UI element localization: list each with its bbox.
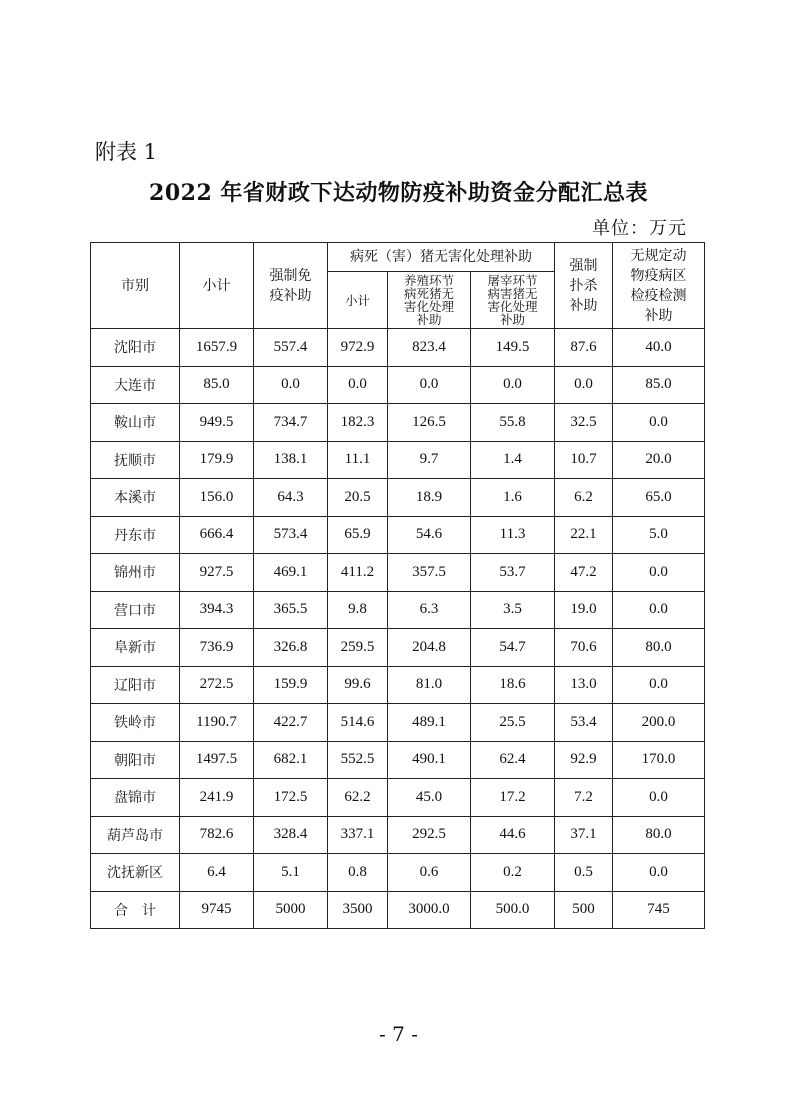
- death-subtotal-cell: 3500: [328, 891, 388, 929]
- table-row: [91, 704, 705, 742]
- table-row: [91, 404, 705, 442]
- header-city: 市别: [91, 243, 180, 329]
- immunization-cell: 469.1: [254, 554, 328, 592]
- zone-cell: 0.0: [613, 666, 705, 704]
- death-subtotal-cell: 182.3: [328, 404, 388, 442]
- immunization-cell: 365.5: [254, 591, 328, 629]
- city-cell: 盘锦市: [91, 779, 180, 817]
- culling-cell: 92.9: [555, 741, 613, 779]
- total-cell: 1497.5: [180, 741, 254, 779]
- total-cell: 9745: [180, 891, 254, 929]
- total-cell: 1657.9: [180, 329, 254, 367]
- culling-cell: 10.7: [555, 441, 613, 479]
- slaughter-cell: 149.5: [471, 329, 555, 367]
- death-subtotal-cell: 552.5: [328, 741, 388, 779]
- city-cell: 朝阳市: [91, 741, 180, 779]
- allocation-table: [90, 242, 705, 929]
- culling-cell: 37.1: [555, 816, 613, 854]
- culling-cell: 0.5: [555, 854, 613, 892]
- breeding-cell: 54.6: [388, 516, 471, 554]
- culling-cell: 6.2: [555, 479, 613, 517]
- city-cell: 锦州市: [91, 554, 180, 592]
- immunization-cell: 64.3: [254, 479, 328, 517]
- immunization-cell: 5.1: [254, 854, 328, 892]
- total-cell: 85.0: [180, 366, 254, 404]
- death-subtotal-cell: 99.6: [328, 666, 388, 704]
- unit-label: 单位：万元: [592, 218, 687, 239]
- zone-cell: 0.0: [613, 554, 705, 592]
- header-breeding-stage: 养殖环节病死猪无害化处理补助: [388, 272, 471, 329]
- breeding-cell: 81.0: [388, 666, 471, 704]
- slaughter-cell: 11.3: [471, 516, 555, 554]
- zone-cell: 170.0: [613, 741, 705, 779]
- breeding-cell: 490.1: [388, 741, 471, 779]
- immunization-cell: 422.7: [254, 704, 328, 742]
- death-subtotal-cell: 0.0: [328, 366, 388, 404]
- culling-cell: 70.6: [555, 629, 613, 667]
- table-row: [91, 366, 705, 404]
- total-cell: 782.6: [180, 816, 254, 854]
- slaughter-cell: 1.4: [471, 441, 555, 479]
- table-row: [91, 854, 705, 892]
- slaughter-cell: 0.2: [471, 854, 555, 892]
- city-cell: 本溪市: [91, 479, 180, 517]
- header-zone-testing: 无规定动物疫病区检疫检测补助: [613, 243, 705, 329]
- death-subtotal-cell: 20.5: [328, 479, 388, 517]
- culling-cell: 0.0: [555, 366, 613, 404]
- slaughter-cell: 25.5: [471, 704, 555, 742]
- header-subtotal: 小计: [180, 243, 254, 329]
- culling-cell: 19.0: [555, 591, 613, 629]
- slaughter-cell: 3.5: [471, 591, 555, 629]
- zone-cell: 0.0: [613, 779, 705, 817]
- slaughter-cell: 1.6: [471, 479, 555, 517]
- total-cell: 394.3: [180, 591, 254, 629]
- header-disease-death-group: 病死（害）猪无害化处理补助: [328, 243, 555, 272]
- table-row: [91, 591, 705, 629]
- zone-cell: 85.0: [613, 366, 705, 404]
- slaughter-cell: 18.6: [471, 666, 555, 704]
- zone-cell: 0.0: [613, 404, 705, 442]
- breeding-cell: 823.4: [388, 329, 471, 367]
- immunization-cell: 172.5: [254, 779, 328, 817]
- page-number: - 7 -: [379, 1022, 418, 1046]
- immunization-cell: 328.4: [254, 816, 328, 854]
- breeding-cell: 45.0: [388, 779, 471, 817]
- death-subtotal-cell: 62.2: [328, 779, 388, 817]
- culling-cell: 13.0: [555, 666, 613, 704]
- total-cell: 927.5: [180, 554, 254, 592]
- zone-cell: 40.0: [613, 329, 705, 367]
- table-row: [91, 816, 705, 854]
- zone-cell: 0.0: [613, 591, 705, 629]
- total-cell: 272.5: [180, 666, 254, 704]
- zone-cell: 80.0: [613, 629, 705, 667]
- table-row: [91, 779, 705, 817]
- breeding-cell: 0.0: [388, 366, 471, 404]
- city-cell: 合 计: [91, 891, 180, 929]
- breeding-cell: 6.3: [388, 591, 471, 629]
- table-row: [91, 741, 705, 779]
- culling-cell: 53.4: [555, 704, 613, 742]
- total-cell: 666.4: [180, 516, 254, 554]
- immunization-cell: 138.1: [254, 441, 328, 479]
- immunization-cell: 0.0: [254, 366, 328, 404]
- table-row: [91, 479, 705, 517]
- breeding-cell: 292.5: [388, 816, 471, 854]
- slaughter-cell: 0.0: [471, 366, 555, 404]
- death-subtotal-cell: 337.1: [328, 816, 388, 854]
- city-cell: 营口市: [91, 591, 180, 629]
- city-cell: 鞍山市: [91, 404, 180, 442]
- breeding-cell: 126.5: [388, 404, 471, 442]
- immunization-cell: 326.8: [254, 629, 328, 667]
- slaughter-cell: 54.7: [471, 629, 555, 667]
- header-group-subtotal: 小计: [328, 272, 388, 329]
- slaughter-cell: 17.2: [471, 779, 555, 817]
- total-cell: 179.9: [180, 441, 254, 479]
- header-forced-immunization: 强制免疫补助: [254, 243, 328, 329]
- zone-cell: 65.0: [613, 479, 705, 517]
- city-cell: 铁岭市: [91, 704, 180, 742]
- death-subtotal-cell: 0.8: [328, 854, 388, 892]
- breeding-cell: 9.7: [388, 441, 471, 479]
- zone-cell: 745: [613, 891, 705, 929]
- total-cell: 1190.7: [180, 704, 254, 742]
- slaughter-cell: 500.0: [471, 891, 555, 929]
- table-row: [91, 441, 705, 479]
- culling-cell: 22.1: [555, 516, 613, 554]
- table-row: [91, 516, 705, 554]
- total-cell: 6.4: [180, 854, 254, 892]
- immunization-cell: 159.9: [254, 666, 328, 704]
- culling-cell: 47.2: [555, 554, 613, 592]
- immunization-cell: 557.4: [254, 329, 328, 367]
- total-cell: 156.0: [180, 479, 254, 517]
- culling-cell: 500: [555, 891, 613, 929]
- death-subtotal-cell: 9.8: [328, 591, 388, 629]
- slaughter-cell: 62.4: [471, 741, 555, 779]
- city-cell: 沈抚新区: [91, 854, 180, 892]
- city-cell: 葫芦岛市: [91, 816, 180, 854]
- total-cell: 736.9: [180, 629, 254, 667]
- table-row: [91, 629, 705, 667]
- breeding-cell: 3000.0: [388, 891, 471, 929]
- city-cell: 抚顺市: [91, 441, 180, 479]
- slaughter-cell: 44.6: [471, 816, 555, 854]
- total-row: [91, 891, 705, 929]
- table-row: [91, 329, 705, 367]
- header-slaughter-stage: 屠宰环节病害猪无害化处理补助: [471, 272, 555, 329]
- table-row: [91, 554, 705, 592]
- immunization-cell: 5000: [254, 891, 328, 929]
- zone-cell: 80.0: [613, 816, 705, 854]
- city-cell: 沈阳市: [91, 329, 180, 367]
- slaughter-cell: 55.8: [471, 404, 555, 442]
- death-subtotal-cell: 11.1: [328, 441, 388, 479]
- breeding-cell: 0.6: [388, 854, 471, 892]
- breeding-cell: 489.1: [388, 704, 471, 742]
- death-subtotal-cell: 514.6: [328, 704, 388, 742]
- document-title: 2022 年省财政下达动物防疫补助资金分配汇总表: [149, 180, 648, 206]
- city-cell: 阜新市: [91, 629, 180, 667]
- immunization-cell: 734.7: [254, 404, 328, 442]
- city-cell: 辽阳市: [91, 666, 180, 704]
- table-row: [91, 666, 705, 704]
- city-cell: 丹东市: [91, 516, 180, 554]
- zone-cell: 200.0: [613, 704, 705, 742]
- city-cell: 大连市: [91, 366, 180, 404]
- immunization-cell: 682.1: [254, 741, 328, 779]
- zone-cell: 5.0: [613, 516, 705, 554]
- death-subtotal-cell: 972.9: [328, 329, 388, 367]
- death-subtotal-cell: 411.2: [328, 554, 388, 592]
- zone-cell: 0.0: [613, 854, 705, 892]
- zone-cell: 20.0: [613, 441, 705, 479]
- immunization-cell: 573.4: [254, 516, 328, 554]
- breeding-cell: 357.5: [388, 554, 471, 592]
- culling-cell: 7.2: [555, 779, 613, 817]
- death-subtotal-cell: 65.9: [328, 516, 388, 554]
- breeding-cell: 18.9: [388, 479, 471, 517]
- attachment-label: 附表 1: [95, 140, 158, 164]
- death-subtotal-cell: 259.5: [328, 629, 388, 667]
- header-forced-culling: 强制扑杀补助: [555, 243, 613, 329]
- total-cell: 241.9: [180, 779, 254, 817]
- culling-cell: 32.5: [555, 404, 613, 442]
- culling-cell: 87.6: [555, 329, 613, 367]
- total-cell: 949.5: [180, 404, 254, 442]
- breeding-cell: 204.8: [388, 629, 471, 667]
- slaughter-cell: 53.7: [471, 554, 555, 592]
